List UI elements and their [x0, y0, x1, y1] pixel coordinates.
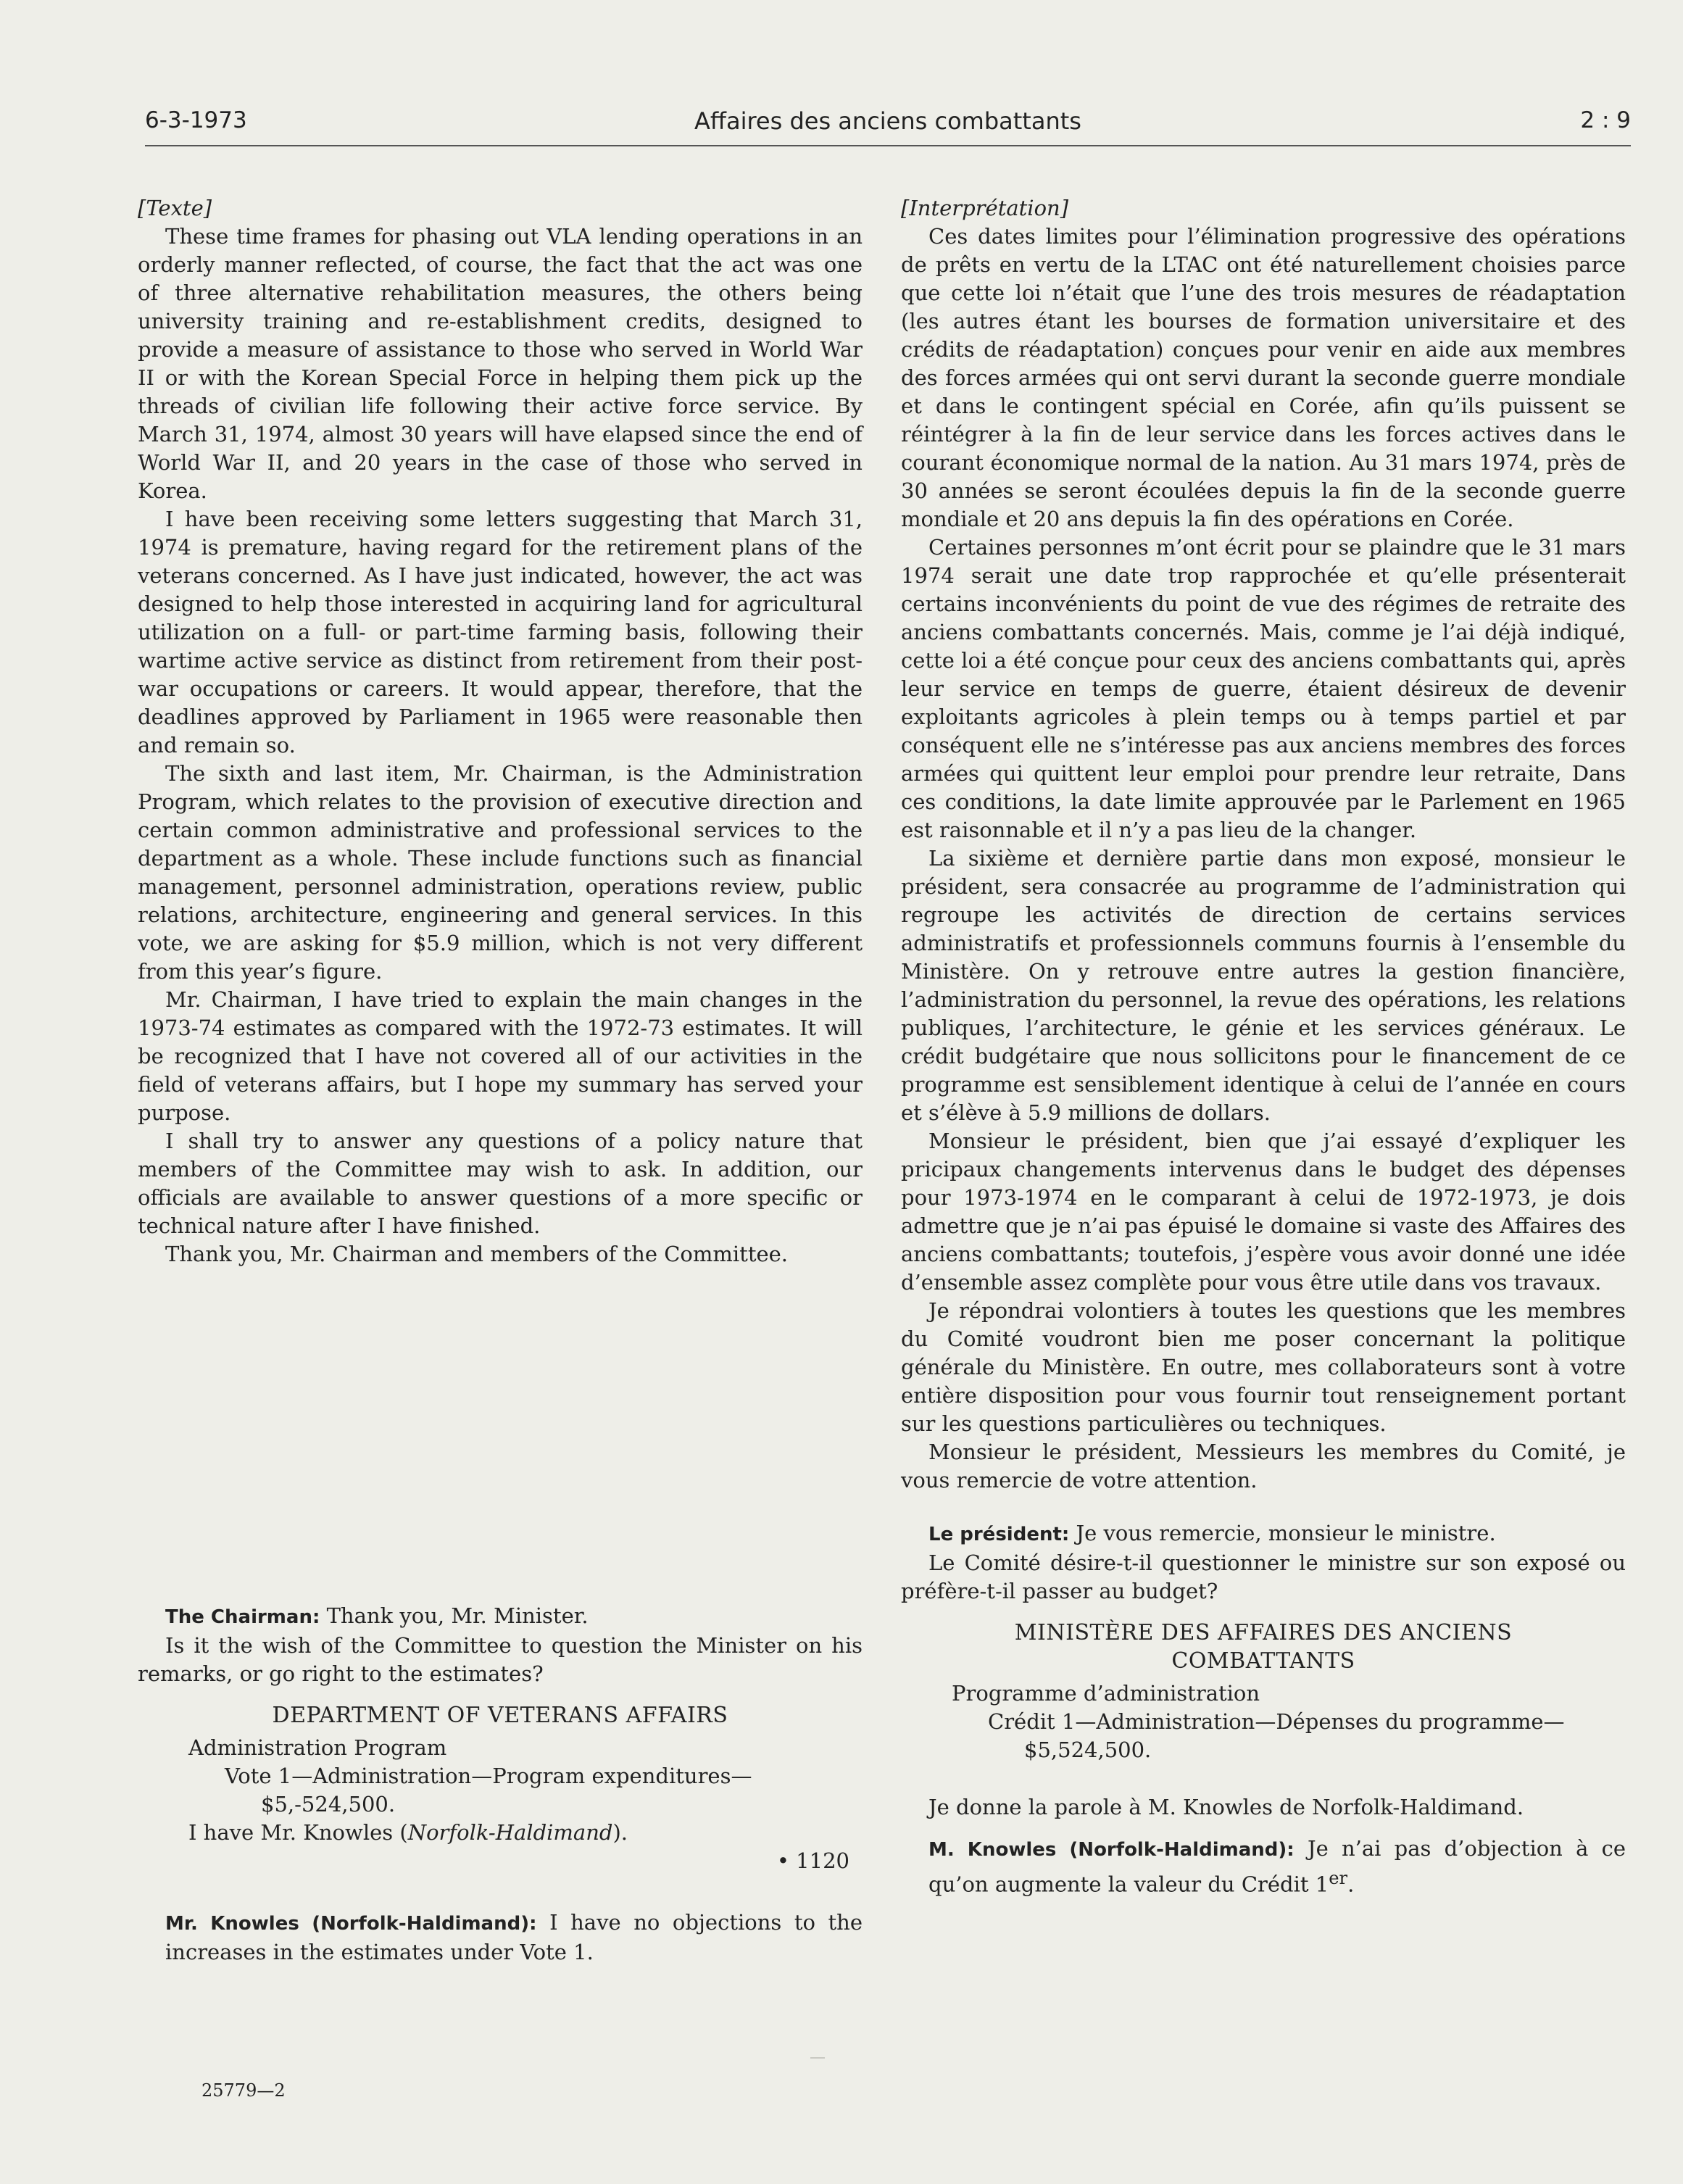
vote-line: Crédit 1—Administration—Dépenses du programme—$5,524,500.: [988, 1709, 1565, 1762]
vote-line: Vote 1—Administration—Program expenditures—$5,-524,500.: [225, 1764, 752, 1816]
spacer: [901, 1764, 1626, 1793]
english-column: [138, 194, 863, 1967]
header-title: Affaires des anciens combattants: [694, 107, 1081, 135]
header-page-number: 2 : 9: [1580, 107, 1631, 133]
program-name: Administration Program: [188, 1735, 447, 1760]
knowles-intro: [188, 1819, 863, 1847]
chairman-statement: [138, 1602, 863, 1632]
paragraph: I shall try to answer any questions of a policy nature that members of the Committee may wish to ask. In addition, our officials are available to answer questions of a more specific or technical nature after I have finished.: [138, 1129, 863, 1238]
parole-line: Je donne la parole à M. Knowles de Norfolk-Haldimand.: [928, 1795, 1524, 1819]
paragraph: These time frames for phasing out VLA lending operations in an orderly manner reflected, of course, the fact that the act was one of three alternative rehabilitation measures, the others being university training and re-establishment credits, designed to provide a measure of assistance to those who served in World War II or with the Korean Special Force in helping them pick up the threads of civilian life following their active force service. By March 31, 1974, almost 30 years will have elapsed since the end of World War II, and 20 years in the case of those who served in Korea.: [138, 224, 863, 503]
speaker-label: Le président:: [928, 1524, 1070, 1545]
paragraph: Certaines personnes m’ont écrit pour se plaindre que le 31 mars 1974 serait une date trop rapprochée et qu’elle présenterait certains inconvénients du point de vue des régimes de retraite des anciens combattants concernés. Mais, comme je l’ai déjà indiqué, cette loi a été conçue pour ceux des anciens combattants qui, après leur service en temps de guerre, étaient désireux de devenir exploitants agricoles à plein temps ou à temps partiel et par conséquent elle ne s’intéresse pas aux anciens membres des forces armées qui quittent leur emploi pour prendre leur retraite, Dans ces conditions, la date limite approuvée par le Parlement en 1965 est raisonnable et il n’y a pas lieu de la changer.: [901, 535, 1626, 842]
paragraph: The sixth and last item, Mr. Chairman, is the Administration Program, which relates to the provision of executive direction and certain common administrative and professional services to the department as a whole. These include functions such as financial management, personnel administration, operations review, public relations, architecture, engineering and general services. In this vote, we are asking for $5.9 million, which is not very different from this year’s figure.: [138, 761, 863, 984]
paragraph: Thank you, Mr. Chairman and members of the Committee.: [165, 1242, 789, 1266]
paragraph: Ces dates limites pour l’élimination progressive des opérations de prêts en vertu de la LTAC ont été naturellement choisies parce que cette loi n’était que l’une des trois mesures de réadaptation (les autres étant les bourses de formation universitaire et des crédits de réadaptation) conçues pour venir en aide aux membres des forces armées qui ont servi durant la seconde guerre mondiale et dans le contingent spécial en Corée, afin qu’ils puissent se réintégrer à la fin de leur service dans les forces actives dans le courant économique normal de la nation. Au 31 mars 1974, près de 30 années se seront écoulées depuis la fin de la seconde guerre mondiale et 20 ans depuis la fin des opérations en Corée.: [901, 224, 1626, 531]
speaker-label: Mr. Knowles (Norfolk-Haldimand):: [165, 1913, 537, 1935]
speaker-text: I have no objections to the increases in the estimates under Vote 1.: [165, 1910, 863, 1964]
chairman-question: Is it the wish of the Committee to question the Minister on his remarks, or go right to the estimates?: [138, 1633, 863, 1686]
speaker-text-end: .: [1347, 1872, 1355, 1897]
program-name: Programme d’administration: [952, 1681, 1260, 1706]
paragraph: Je répondrai volontiers à toutes les questions que les membres du Comité voudront bien me poser concernant la politique générale du Ministère. En outre, mes collaborateurs sont à votre entière disposition pour vous fournir tout renseignement portant sur les questions particulières ou techniques.: [901, 1298, 1626, 1436]
speaker-text: Je n’ai pas d’objection à ce qu’on augmente la valeur du Crédit 1: [928, 1836, 1626, 1897]
french-column: [901, 194, 1626, 1899]
department-heading: DEPARTMENT OF VETERANS AFFAIRS: [272, 1703, 728, 1728]
text-tag: [Texte]: [138, 196, 212, 220]
paragraph: La sixième et dernière partie dans mon exposé, monsieur le président, sera consacrée au programme de l’administration qui regroupe les activités de direction de certains services administratifs et professionnels communs fournis à l’ensemble du Ministère. On y retrouve entre autres la gestion financière, l’administration du personnel, la revue des opérations, les relations publiques, l’architecture, le génie et les services généraux. Le crédit budgétaire que nous sollicitons pour le financement de ce programme est sensiblement identique à celui de l’année en cours et s’élève à 5.9 millions de dollars.: [901, 846, 1626, 1125]
footer-code: 25779—2: [201, 2080, 286, 2101]
spacer: [138, 1875, 863, 1909]
page-mark: [810, 2057, 825, 2059]
president-question: Le Comité désire-t-il questionner le ministre sur son exposé ou préfère-t-il passer au budget?: [901, 1550, 1626, 1603]
speaker-text: Je vous remercie, monsieur le ministre.: [1076, 1521, 1496, 1545]
paragraph: Monsieur le président, bien que j’ai essayé d’expliquer les pricipaux changements intervenus dans le budget des dépenses pour 1973-1974 en le comparant à celui de 1972-1973, je dois admettre que je n’ai pas épuisé le domaine si vaste des Affaires des anciens combattants; toutefois, j’espère vous avoir donné une idée d’ensemble assez complète pour vous être utile dans vos travaux.: [901, 1129, 1626, 1295]
paragraph: I have been receiving some letters suggesting that March 31, 1974 is premature, having regard for the retirement plans of the veterans concerned. As I have just indicated, however, the act was designed to help those interested in acquiring land for agricultural utilization on a full- or part-time farming basis, following their wartime active service as distinct from retirement from their post-war occupations or careers. It would appear, therefore, that the deadlines approved by Parliament in 1965 were reasonable then and remain so.: [138, 507, 863, 757]
knowles-statement: [138, 1909, 863, 1967]
knowles-statement-fr: [901, 1835, 1626, 1899]
interpretation-tag: [Interprétation]: [901, 196, 1069, 220]
department-heading: MINISTÈRE DES AFFAIRES DES ANCIENS COMBATTANTS: [1014, 1620, 1513, 1674]
blank-space: [138, 1269, 863, 1602]
paragraph: Mr. Chairman, I have tried to explain the main changes in the 1973-74 estimates as compared with the 1972-73 estimates. It will be recognized that I have not covered all of our activities in the field of veterans affairs, but I hope my summary has served your purpose.: [138, 987, 863, 1125]
time-marker: • 1120: [776, 1848, 849, 1873]
speaker-label: M. Knowles (Norfolk-Haldimand):: [928, 1839, 1295, 1861]
speaker-label: The Chairman:: [165, 1606, 320, 1628]
paragraph: Monsieur le président, Messieurs les membres du Comité, je vous remercie de votre attention.: [901, 1440, 1626, 1492]
speaker-text: Thank you, Mr. Minister.: [326, 1603, 589, 1628]
spacer: [901, 1495, 1626, 1519]
intro-text: I have Mr. Knowles (: [188, 1820, 408, 1845]
header-date: 6-3-1973: [145, 107, 247, 133]
spacer: [901, 1822, 1626, 1835]
president-statement: [901, 1519, 1626, 1549]
superscript: er: [1329, 1868, 1348, 1888]
page-header: [145, 107, 1631, 146]
riding-name: Norfolk-Haldimand: [407, 1820, 613, 1845]
intro-close: ).: [612, 1820, 628, 1845]
